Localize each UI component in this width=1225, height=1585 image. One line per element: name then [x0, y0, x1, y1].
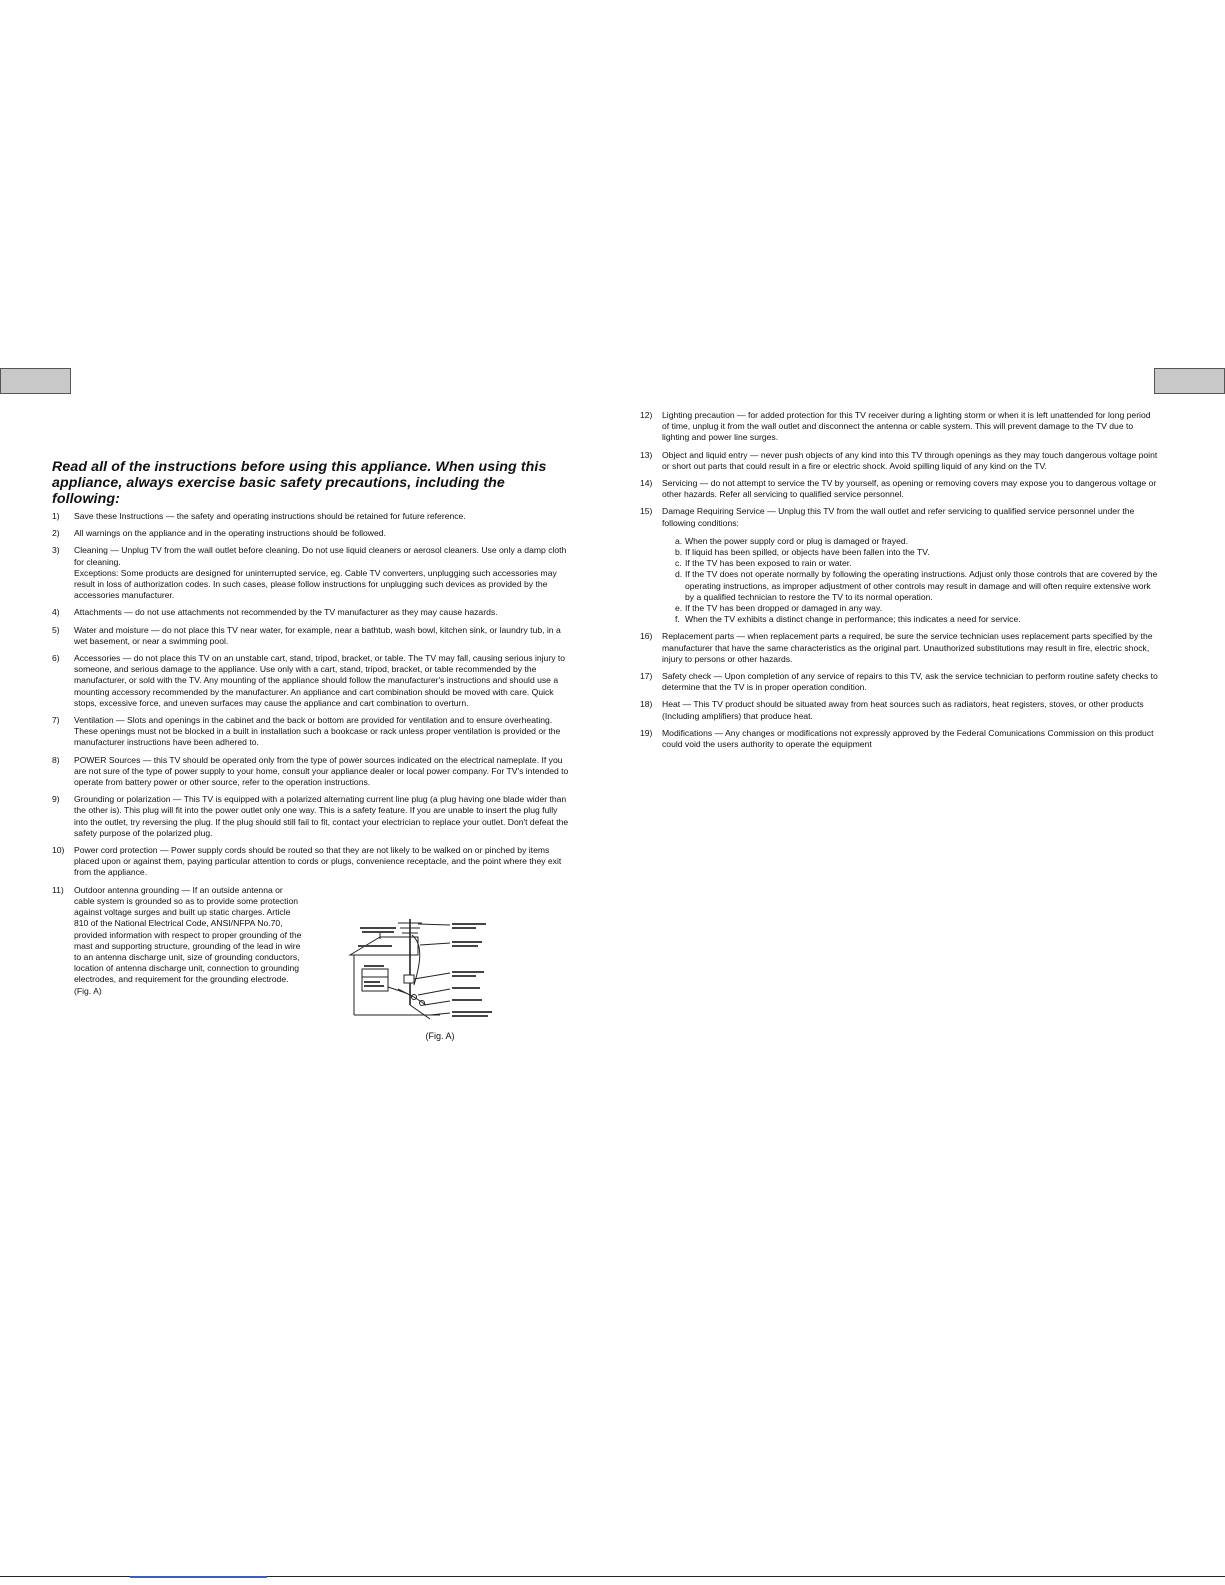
list-item — [52, 511, 572, 522]
item-number: 7) — [52, 715, 60, 726]
sub-item-text: If the TV has been dropped or damaged in any way. — [685, 603, 882, 614]
sub-list-item — [640, 569, 1160, 603]
sub-item-letter: a. — [675, 535, 683, 546]
list-item — [52, 755, 572, 789]
page-tab-left — [0, 368, 71, 394]
damage-conditions-list — [640, 536, 1160, 626]
list-item — [52, 653, 572, 709]
sub-list-item — [640, 558, 1160, 569]
list-item — [52, 885, 302, 1041]
sub-item-letter: e. — [675, 603, 683, 614]
sub-item-text: If liquid has been spilled, or objects have been fallen into the TV. — [685, 547, 930, 558]
figure-a — [340, 915, 540, 1041]
list-item — [52, 528, 572, 539]
sub-item-text: When the TV exhibits a distinct change in performance; this indicates a need for service. — [685, 614, 1021, 625]
item-text: Power cord protection — Power supply cords should be routed so that they are not likely to be walked on or pinched by items placed upon or against them, paying particular attention to cords or plugs, convenience receptacle, and the point where they exit from the appliance. — [74, 845, 562, 878]
item-text: Modifications — Any changes or modifications not expressly approved by the Federal Comunications Commission on this product could void the users authority to operate the equipment — [662, 727, 1154, 750]
sub-list-item — [640, 547, 1160, 558]
list-item — [640, 631, 1160, 665]
item-number: 2) — [52, 528, 60, 539]
sub-item-text: When the power supply cord or plug is damaged or frayed. — [685, 535, 909, 546]
list-item — [52, 625, 572, 647]
page-heading: Read all of the instructions before using this appliance. When using this appliance, always exercise basic safety precautions, including the following: — [52, 459, 547, 507]
sub-list-item — [640, 536, 1160, 547]
left-column — [52, 459, 572, 1041]
item-text: Ventilation — Slots and openings in the cabinet and the back or bottom are provided for ventilation and to ensure overheating. These openings must not be blocked in a built in installation such a bookcase or rack unless proper ventilation is provided or the manufacturer instructions have been adhered to. — [74, 715, 561, 748]
item-number: 1) — [52, 511, 60, 521]
item-number: 8) — [52, 754, 60, 765]
sub-item-letter: d. — [675, 569, 683, 580]
list-item — [52, 545, 572, 601]
item-number: 12) — [640, 410, 653, 420]
item-number: 3) — [52, 545, 60, 556]
item-number: 11) — [52, 884, 64, 895]
item-number: 6) — [52, 653, 60, 664]
sub-item-text: If the TV does not operate normally by following the operating instructions. Adjust only those controls that are covered by the operating instructions, as improper adjustment of other controls may result in damage and will often require extensive work by a qualified technician to restore the TV to its normal operation. — [685, 569, 1158, 602]
item-text: Lighting precaution — for added protection for this TV receiver during a lighting storm or when it is left unattended for long period of time, unplug it from the wall outlet and disconnect the antenna or cable system. This will prevent damage to the TV due to lighting and power line surges. — [662, 410, 1151, 443]
list-item — [640, 699, 1160, 721]
list-item — [640, 728, 1160, 750]
sub-item-letter: b. — [675, 547, 683, 558]
right-column — [640, 410, 1160, 756]
list-item — [640, 410, 1160, 444]
item-number: 18) — [640, 699, 653, 710]
list-item — [640, 450, 1160, 472]
sub-item-letter: f. — [675, 614, 680, 625]
item-number: 4) — [52, 607, 60, 618]
item-11-row — [52, 885, 572, 1041]
list-item — [52, 794, 572, 839]
item-text: Save these Instructions — the safety and operating instructions should be retained for future reference. — [74, 511, 466, 521]
list-item — [640, 671, 1160, 693]
item-text: Heat — This TV product should be situated away from heat sources such as radiators, heat registers, stoves, or other products (Including amplifiers) that produce heat. — [662, 699, 1144, 721]
item-text: Water and moisture — do not place this TV near water, for example, near a bathtub, wash bowl, kitchen sink, or laundry tub, in a wet basement, or near a swimming pool. — [74, 624, 561, 646]
item-number: 16) — [640, 631, 653, 642]
item-number: 15) — [640, 506, 653, 517]
item-number: 9) — [52, 794, 60, 805]
sub-list-item — [640, 614, 1160, 625]
sub-list-item — [640, 603, 1160, 614]
item-text: Damage Requiring Service — Unplug this TV from the wall outlet and refer servicing to qualified service personnel under the following conditions: — [662, 506, 1135, 528]
item-number: 13) — [640, 449, 653, 460]
item-text-exceptions: Exceptions: Some products are designed for uninterrupted service, eg. Cable TV converters, unplugging such accessories may result in loss of authorization codes. In such cases, please follow instructions for unplugging such devices as provided by the accessories manufacturer. — [74, 567, 557, 601]
list-item — [52, 607, 572, 618]
antenna-grounding-diagram — [340, 915, 540, 1025]
item-number: 14) — [640, 478, 653, 489]
item-text: Outdoor antenna grounding — If an outside antenna or cable system is grounded so as to provide some protection against voltage surges and built up static charges. Article 810 of the National Electrical Code, ANSI/NFPA No.70, provided information with respect to proper grounding of the mast and supporting structure, grounding of the lead in wire to an antenna discharge unit, size of grounding conductors, location of antenna discharge unit, connection to grounding electrodes, and requirement for the grounding electrode. (Fig. A) — [74, 884, 302, 996]
item-text: Safety check — Upon completion of any service of repairs to this TV, ask the service technician to perform routine safety checks to determine that the TV is in proper operation condition. — [662, 671, 1158, 693]
list-item — [640, 478, 1160, 500]
item-text: Cleaning — Unplug TV from the wall outlet before cleaning. Do not use liquid cleaners or aerosol cleaners. Use only a damp cloth for cleaning. — [74, 545, 567, 567]
item-number: 5) — [52, 624, 60, 635]
item-number: 19) — [640, 727, 653, 738]
item-text: Attachments — do not use attachments not recommended by the TV manufacturer as they may cause hazards. — [74, 607, 498, 618]
sub-item-letter: c. — [675, 558, 682, 569]
sub-item-text: If the TV has been exposed to rain or water. — [685, 558, 852, 569]
item-text: All warnings on the appliance and in the operating instructions should be followed. — [74, 528, 386, 539]
item-number: 17) — [640, 671, 653, 682]
list-item — [52, 845, 572, 879]
list-item — [640, 506, 1160, 528]
figure-caption: (Fig. A) — [425, 1030, 455, 1041]
item-text: Object and liquid entry — never push objects of any kind into this TV through openings as they may touch dangerous voltage point or short out parts that could result in a fire or electric shock. Avoid spilling liquid of any kind on the TV. — [662, 449, 1158, 471]
list-item — [52, 715, 572, 749]
item-text: Replacement parts — when replacement parts a required, be sure the service technician uses replacement parts specified by the manufacturer that have the same characteristics as the original part. Unauthorized substitutions may result in fire, electric shock, injury to persons or other hazards. — [662, 631, 1153, 664]
item-text: Grounding or polarization — This TV is equipped with a polarized alternating current line plug (a plug having one blade wider than the other is). This plug will fit into the power outlet only one way. This is a safety feature. If you are unable to insert the plug fully into the outlet, try reversing the plug. If the plug should still fail to fit, contact your electrician to replace your outlet. Don't defeat the safety purpose of the polarized plug. — [74, 794, 569, 838]
item-text: Accessories — do not place this TV on an unstable cart, stand, tripod, bracket, or table. The TV may fall, causing serious injury to someone, and serious damage to the appliance. Use only with a cart, stand, tripod, bracket, or table recommended by the manufacturer, or sold with the TV. Any mounting of the appliance should follow the manufacturer's instructions and should use a mounting accessory recommended by the manufacturer. An appliance and cart combination should be moved with care. Quick stops, excessive force, and uneven surfaces may cause the appliance and cart combination to overturn. — [74, 653, 566, 708]
item-number: 10) — [52, 845, 65, 856]
item-text: POWER Sources — this TV should be operated only from the type of power sources indicated on the electrical nameplate. If you are not sure of the type of power supply to your home, consult your appliance dealer or local power company. For TV's intended to operate from battery power or other source, refer to the operation instructions. — [74, 754, 569, 788]
footer-link-underline[interactable] — [130, 1576, 267, 1578]
page-tab-right — [1154, 368, 1225, 394]
item-text: Servicing — do not attempt to service the TV by yourself, as opening or removing covers may expose you to dangerous voltage or other hazards. Refer all servicing to qualified service personnel. — [662, 478, 1157, 500]
